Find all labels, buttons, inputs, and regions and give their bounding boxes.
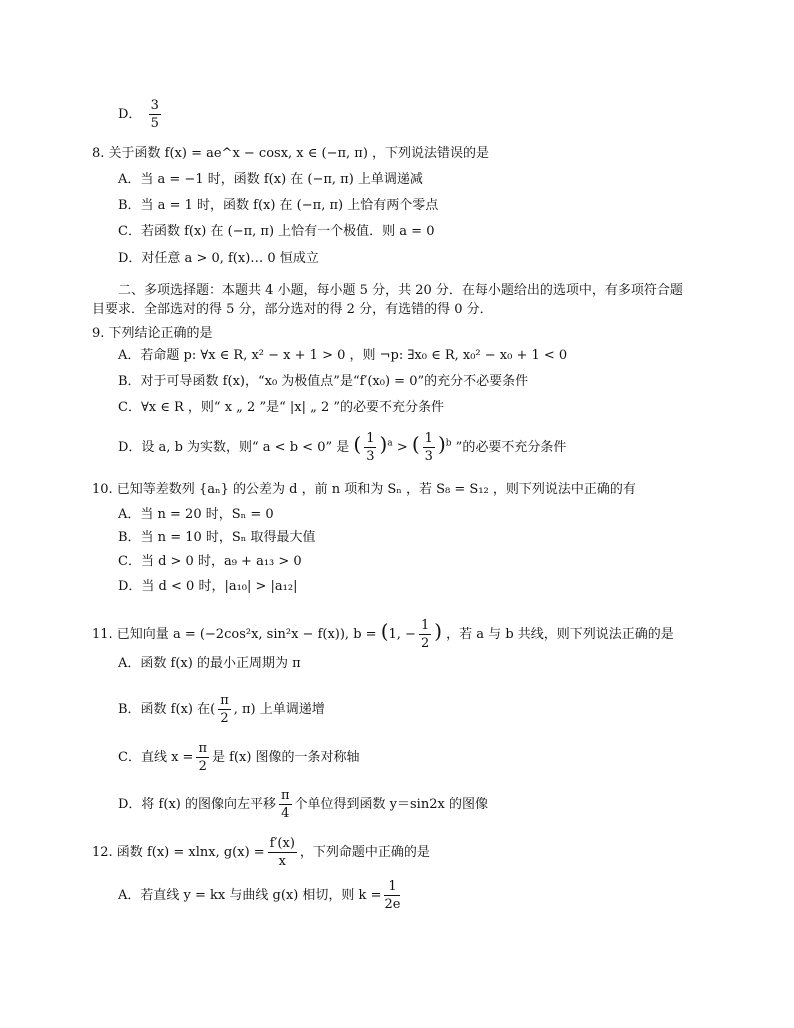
- q11-option-c-suffix: 是 f(x) 图像的一条对称轴: [211, 750, 360, 765]
- q11-option-b: [118, 692, 325, 727]
- q11-option-b-prefix: B．函数 f(x) 在(: [118, 702, 216, 717]
- q11-option-a: A．函数 f(x) 的最小正周期为 π: [118, 656, 301, 671]
- q7-option-d-label: D．: [118, 107, 142, 122]
- q12-stem-prefix: 12. 函数 f(x) = xlnx, g(x) =: [92, 845, 265, 860]
- q12-option-a-prefix: A．若直线 y = kx 与曲线 g(x) 相切，则 k =: [118, 888, 382, 903]
- fraction-denominator: 3: [424, 449, 433, 464]
- q12-option-a-fraction: [384, 878, 400, 913]
- q9-option-d-suffix: ”的必要不充分条件: [455, 440, 567, 455]
- fraction-numerator: π: [280, 788, 290, 803]
- fraction-numerator: 1: [424, 431, 433, 446]
- fraction-numerator: π: [220, 693, 229, 708]
- q8-option-c: C．若函数 f(x) 在 (−π, π) 上恰有一个极值．则 a = 0: [118, 224, 435, 239]
- q8-option-d: D．对任意 a > 0, f(x)… 0 恒成立: [118, 251, 319, 266]
- q9-option-d-prefix: D．设 a, b 为实数，则“ a < b < 0” 是: [118, 440, 350, 455]
- fraction-denominator: 2: [198, 759, 207, 774]
- fraction-denominator: 2e: [384, 897, 401, 912]
- q7-option-d-fraction: [149, 97, 161, 132]
- fraction-numerator: 3: [150, 98, 159, 113]
- q11-option-b-suffix: , π) 上单调递增: [233, 702, 325, 717]
- q11-vector-b-fraction: [419, 617, 431, 652]
- q9-fraction-2: [423, 430, 435, 465]
- q10-option-d: D．当 d < 0 时，|a₁₀| > |a₁₂|: [118, 579, 298, 594]
- fraction-denominator: x: [278, 854, 286, 869]
- q10-option-c: C．当 d > 0 时，a₉ + a₁₃ > 0: [118, 554, 302, 569]
- q8-stem: 8. 关于函数 f(x) = ae^x − cosx, x ∈ (−π, π) ，下列说法错误的是: [92, 146, 490, 161]
- q9-option-c: C．∀x ∈ R ，则“ x „ 2 ”是“ |x| „ 2 ”的必要不充分条件: [118, 400, 445, 415]
- q12-stem-suffix: ，下列命题中正确的是: [299, 845, 430, 860]
- q11-option-d-suffix: 个单位得到函数 y＝sin2x 的图像: [294, 797, 488, 812]
- section-2-instructions-line2: 目要求．全部选对的得 5 分，部分选对的得 2 分，有选错的得 0 分．: [92, 302, 493, 317]
- q9-option-a: A．若命题 p: ∀x ∈ R, x² − x + 1 > 0 ，则 ¬p: ∃x₀ ∈ R, x₀² − x₀ + 1 < 0: [118, 348, 568, 363]
- q11-stem: 11. 已知向量 a = (−2cos²x, sin²x − f(x)), b = (1, − $\frac{1}{2}$ ) ，若 a 与 b 共线，则下列说法正确的是: [92, 618, 674, 651]
- q8-option-a: A．当 a = −1 时，函数 f(x) 在 (−π, π) 上单调递减: [118, 172, 423, 187]
- q9-option-d: D．设 a, b 为实数，则“ a < b < 0” 是 ( $\frac{1}{3}$ )$^a$ > ( $\frac{1}{3}$ )$^b$ ”的必要不充分条件: [118, 431, 567, 464]
- q11-option-c-fraction: [196, 740, 209, 775]
- fraction-denominator: 3: [366, 449, 375, 464]
- q12-option-a: [118, 878, 403, 913]
- q11-vector-b-first: 1, −: [388, 627, 416, 642]
- q12-stem: [92, 835, 430, 870]
- q10-option-b: B．当 n = 10 时，Sₙ 取得最大值: [118, 530, 316, 545]
- q9-option-b: B．对于可导函数 f(x)，“x₀ 为极值点”是“f′(x₀) = 0”的充分不必要条件: [118, 374, 529, 389]
- q10-option-a: A．当 n = 20 时，Sₙ = 0: [118, 507, 274, 522]
- q9-exponent-b: b: [445, 438, 452, 449]
- q11-option-d: [118, 787, 488, 822]
- fraction-numerator: 1: [384, 878, 400, 896]
- q11-option-b-fraction: [218, 692, 231, 727]
- fraction-numerator: 1: [366, 431, 375, 446]
- q11-option-d-fraction: [279, 787, 292, 822]
- q10-stem: 10. 已知等差数列 {aₙ} 的公差为 d ，前 n 项和为 Sₙ ，若 S₈ = S₁₂ ，则下列说法中正确的有: [92, 482, 636, 497]
- section-2-instructions-line1: 二、多项选择题：本题共 4 小题，每小题 5 分，共 20 分．在每小题给出的选项中，有多项符合题: [118, 283, 683, 298]
- q7-option-d: [118, 97, 164, 132]
- q9-exponent-a: a: [387, 438, 393, 449]
- fraction-numerator: π: [198, 741, 207, 756]
- fraction-denominator: 4: [281, 806, 290, 821]
- q8-option-b: B．当 a = 1 时，函数 f(x) 在 (−π, π) 上恰有两个零点: [118, 198, 439, 213]
- q11-option-d-prefix: D．将 f(x) 的图像向左平移: [118, 797, 276, 812]
- q11-stem-prefix: 11. 已知向量 a = (−2cos²x, sin²x − f(x)), b =: [92, 627, 377, 642]
- q9-fraction-1: [364, 430, 376, 465]
- q11-option-c: [118, 740, 360, 775]
- q11-option-c-prefix: C．直线 x =: [118, 750, 194, 765]
- fraction-denominator: 2: [220, 711, 229, 726]
- fraction-numerator: f′(x): [269, 836, 295, 851]
- q9-stem: 9. 下列结论正确的是: [92, 326, 213, 341]
- q11-stem-suffix: ，若 a 与 b 共线，则下列说法正确的是: [446, 627, 674, 642]
- q12-g-fraction: [268, 835, 297, 870]
- fraction-numerator: 1: [420, 618, 430, 633]
- fraction-denominator: 2: [420, 636, 430, 651]
- fraction-denominator: 5: [150, 116, 159, 131]
